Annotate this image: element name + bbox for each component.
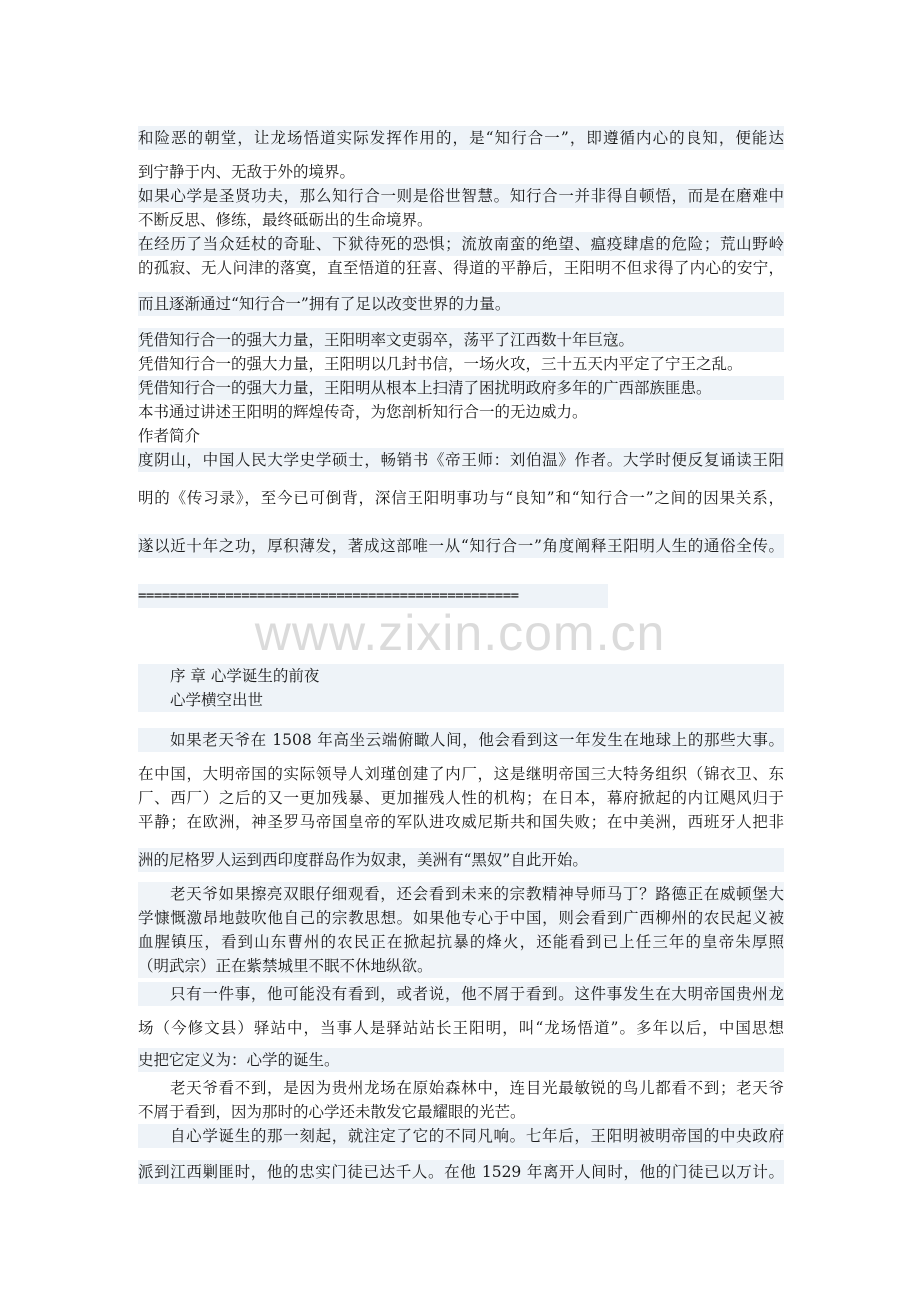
text-line: 在经历了当众廷杖的奇耻、下狱待死的恐惧；流放南蛮的绝望、瘟疫肆虐的危险；荒山野岭: [138, 232, 784, 256]
text-line: 到宁静于内、无敌于外的境界。: [138, 163, 356, 181]
text-line: （明武宗）正在紫禁城里不眠不休地纵欲。: [138, 954, 784, 978]
separator-line: ================================================: [138, 584, 608, 608]
text-line: 本书通过讲述王阳明的辉煌传奇，为您剖析知行合一的无边威力。: [138, 403, 588, 421]
text-line: 度阴山，中国人民大学史学硕士，畅销书《帝王师：刘伯温》作者。大学时便反复诵读王阳: [138, 448, 784, 472]
text-line: 的孤寂、无人问津的落寞，直至悟道的狂喜、得道的平静后，王阳明不但求得了内心的安宁，: [138, 259, 784, 277]
text-line: 和险恶的朝堂，让龙场悟道实际发挥作用的，是“知行合一”，即遵循内心的良知，便能达: [138, 126, 784, 150]
watermark: www.zixin.com.cn: [254, 605, 666, 661]
text-line: 凭借知行合一的强大力量，王阳明从根本上扫清了困扰明政府多年的广西部族匪患。: [138, 376, 784, 400]
text-line: 老天爷如果擦亮双眼仔细观看，还会看到未来的宗教精神导师马丁？路德正在威顿堡大: [138, 882, 784, 906]
text-line: 在中国，大明帝国的实际领导人刘瑾创建了内厂，这是继明帝国三大特务组织（锦衣卫、东: [138, 765, 784, 783]
text-line: 自心学诞生的那一刻起，就注定了它的不同凡响。七年后，王阳明被明帝国的中央政府: [138, 1124, 784, 1148]
text-line: 如果心学是圣贤功夫，那么知行合一则是俗世智慧。知行合一并非得自顿悟，而是在磨难中: [138, 184, 784, 208]
text-line: 血腥镇压，看到山东曹州的农民正在掀起抗暴的烽火，还能看到已上任三年的皇帝朱厚照: [138, 930, 784, 954]
chapter-heading: 序 章 心学诞生的前夜: [138, 664, 784, 688]
text-line: 只有一件事，他可能没有看到，或者说，他不屑于看到。这件事发生在大明帝国贵州龙: [138, 982, 784, 1006]
section-heading: 心学横空出世: [138, 688, 784, 712]
text-line: 厂、西厂）之后的又一更加残暴、更加摧残人性的机构；在日本，幕府掀起的内讧飓风归于: [138, 789, 784, 807]
text-line: 学慷慨激昂地鼓吹他自己的宗教思想。如果他专心于中国，则会看到广西柳州的农民起义被: [138, 906, 784, 930]
text-line: 凭借知行合一的强大力量，王阳明以几封书信，一场火攻，三十五天内平定了宁王之乱。: [138, 355, 743, 373]
text-line: 而且逐渐通过“知行合一”拥有了足以改变世界的力量。: [138, 292, 784, 316]
text-line: 作者简介: [138, 427, 201, 445]
text-line: 派到江西剿匪时，他的忠实门徒已达千人。在他 1529 年离开人间时，他的门徒已以万计。: [138, 1160, 784, 1184]
text-line: 凭借知行合一的强大力量，王阳明率文吏弱卒，荡平了江西数十年巨寇。: [138, 328, 784, 352]
text-line: 平静；在欧洲，神圣罗马帝国皇帝的军队进攻威尼斯共和国失败；在中美洲，西班牙人把非: [138, 813, 784, 831]
text-line: 遂以近十年之功，厚积薄发，著成这部唯一从“知行合一”角度阐释王阳明人生的通俗全传。: [138, 534, 784, 558]
text-line: 如果老天爷在 1508 年高坐云端俯瞰人间，他会看到这一年发生在地球上的那些大事。: [138, 728, 784, 752]
text-line: 明的《传习录》，至今已可倒背，深信王阳明事功与“良知”和“知行合一”之间的因果关系，: [138, 489, 784, 507]
text-line: 老天爷看不到，是因为贵州龙场在原始森林中，连目光最敏锐的鸟儿都看不到；老天爷: [170, 1079, 784, 1097]
text-line: 不屑于看到，因为那时的心学还未散发它最耀眼的光芒。: [138, 1103, 526, 1121]
text-line: 史把它定义为：心学的诞生。: [138, 1048, 784, 1072]
text-line: 不断反思、修练，最终砥砺出的生命境界。: [138, 211, 433, 229]
text-line: 洲的尼格罗人运到西印度群岛作为奴隶，美洲有“黑奴”自此开始。: [138, 848, 784, 872]
text-line: 场（今修文县）驿站中，当事人是驿站站长王阳明，叫“龙场悟道”。多年以后，中国思想: [138, 1019, 784, 1037]
